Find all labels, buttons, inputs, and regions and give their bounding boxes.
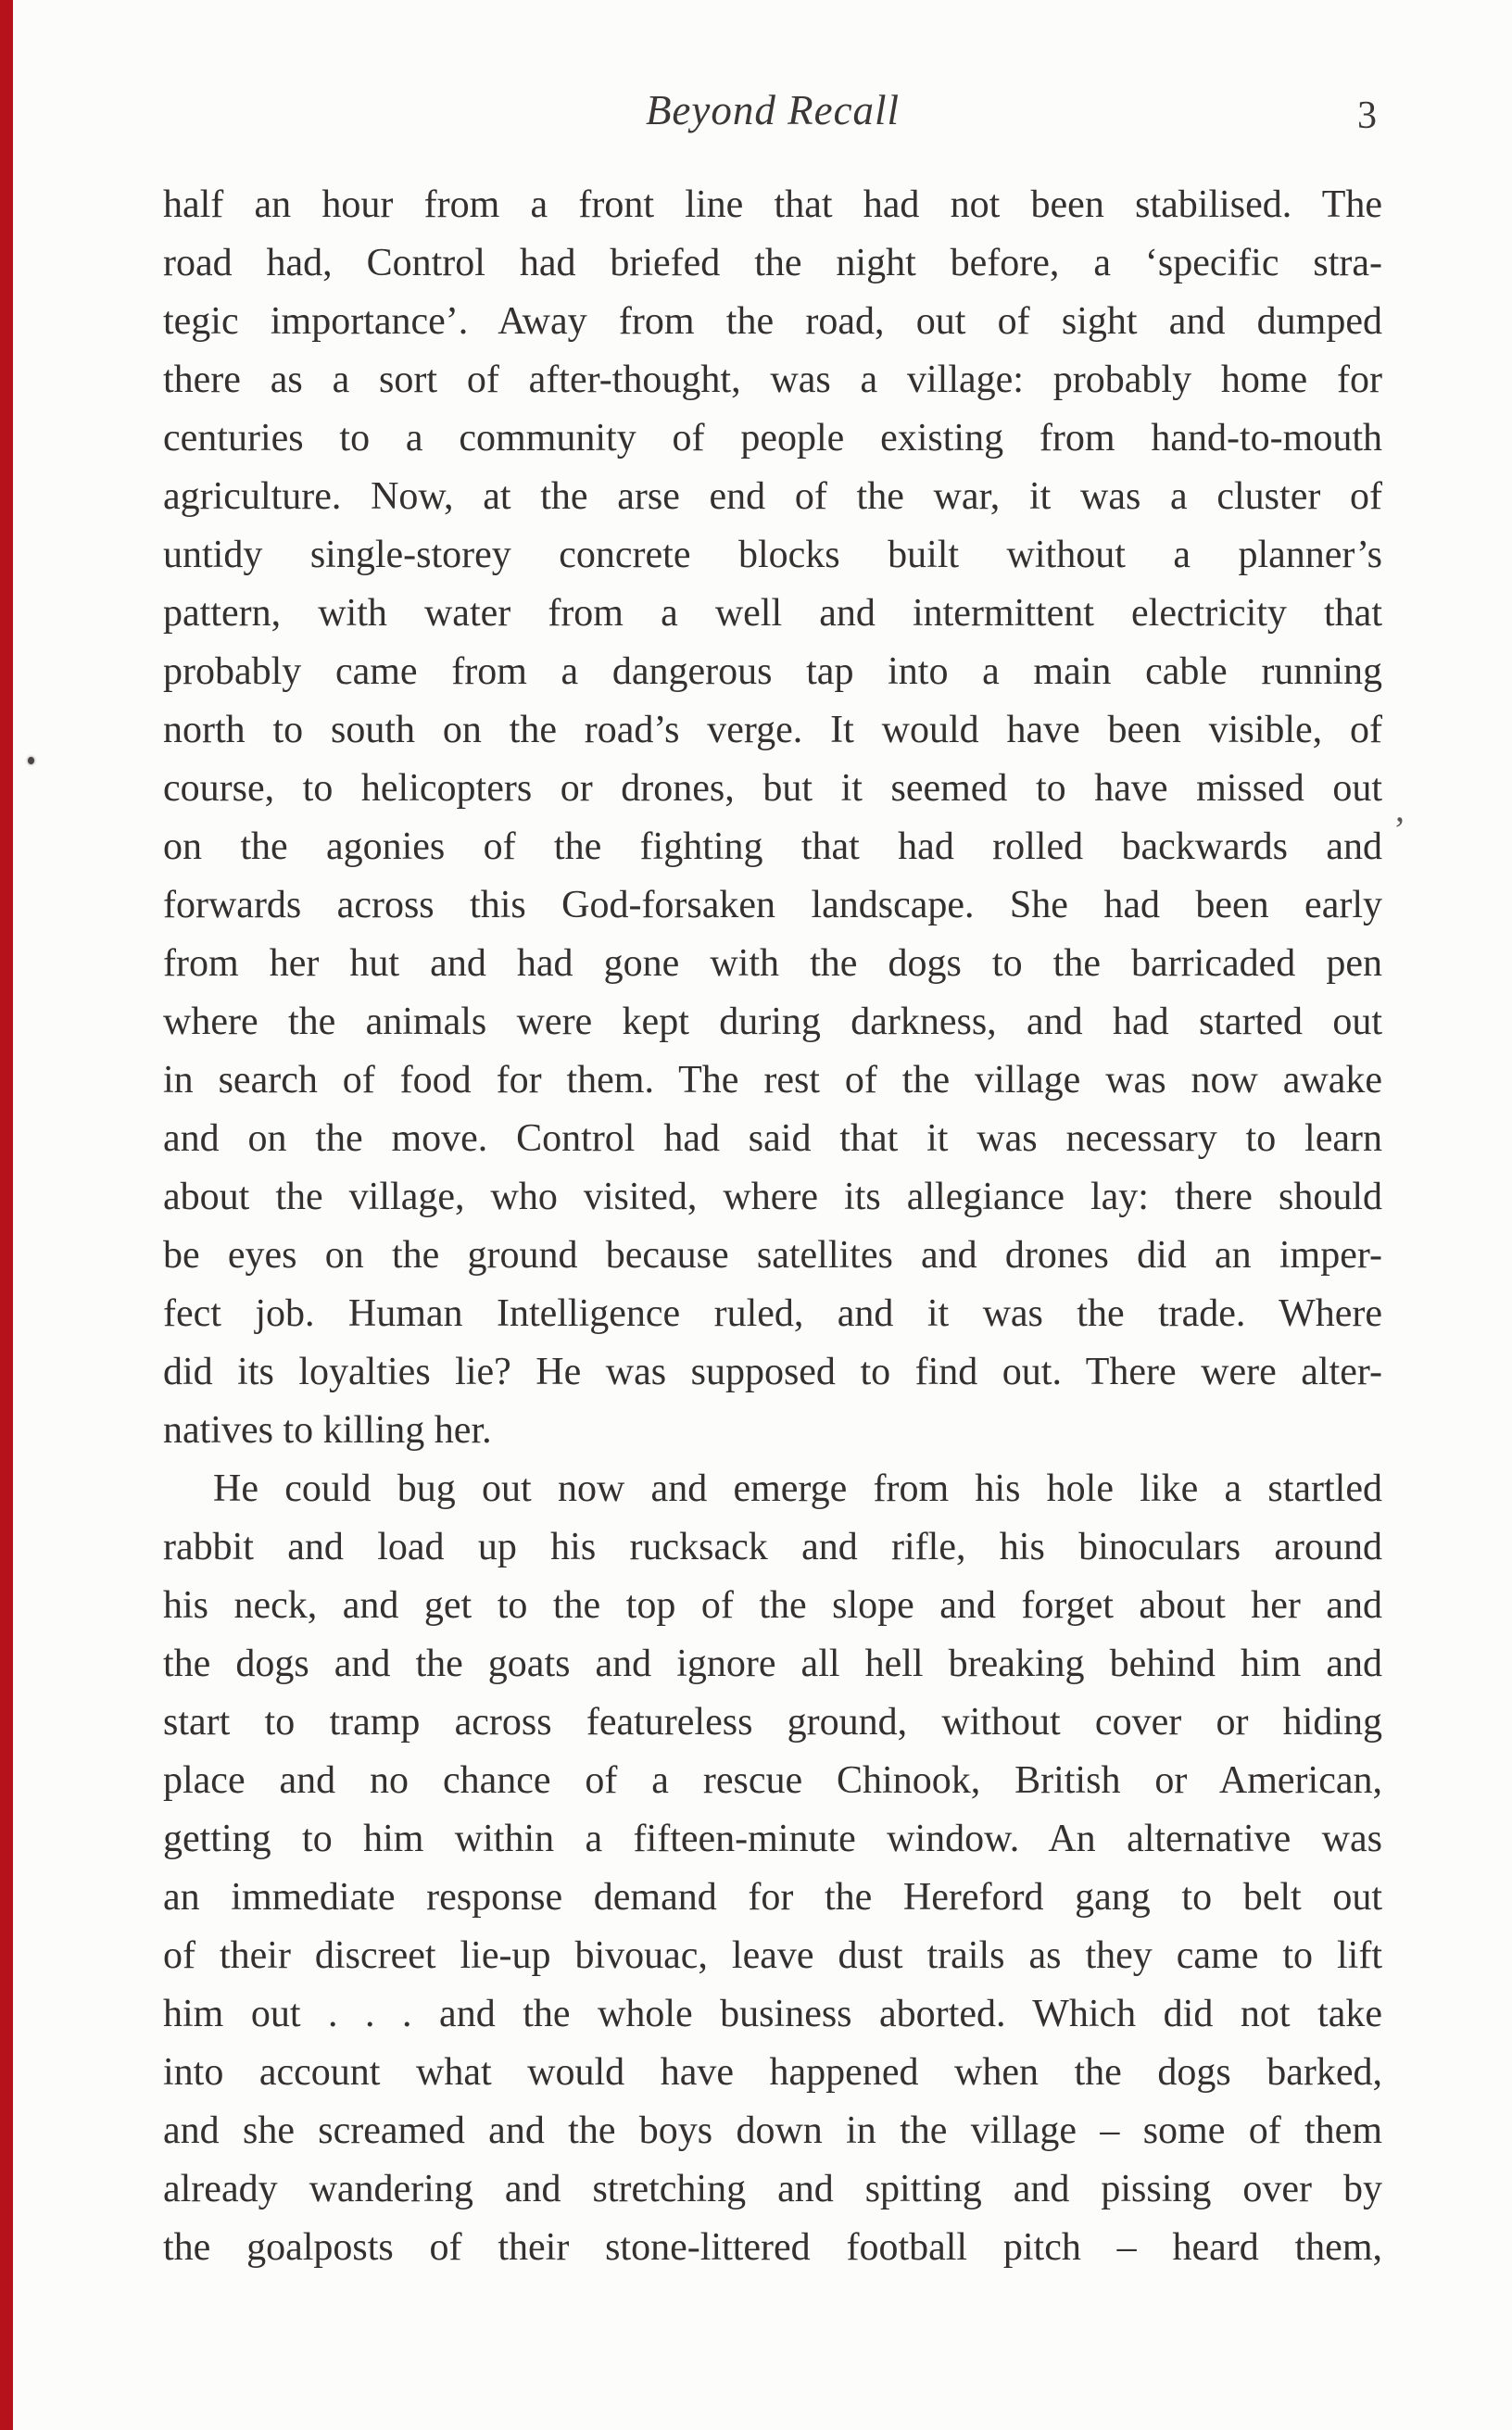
text-line: He could bug out now and emerge from his hole like a startled — [213, 1467, 1382, 1510]
text-line: from her hut and had gone with the dogs to the barricaded pen — [163, 942, 1382, 985]
text-line: rabbit and load up his rucksack and rifle, his binoculars around — [163, 1526, 1382, 1568]
text-line: in search of food for them. The rest of the village was now awake — [163, 1059, 1382, 1102]
running-head — [163, 80, 1382, 141]
text-line: and she screamed and the boys down in the village – some of them — [163, 2109, 1382, 2152]
text-line: place and no chance of a rescue Chinook, British or American, — [163, 1759, 1382, 1802]
text-line: centuries to a community of people existing from hand-to-mouth — [163, 417, 1382, 460]
text-line: did its loyalties lie? He was supposed to find out. There were alter- — [163, 1351, 1382, 1393]
text-line: probably came from a dangerous tap into a main cable running — [163, 650, 1382, 693]
text-line: fect job. Human Intelligence ruled, and it was the trade. Where — [163, 1292, 1382, 1335]
text-line: an immediate response demand for the Hereford gang to belt out — [163, 1876, 1382, 1919]
text-line: about the village, who visited, where its allegiance lay: there should — [163, 1176, 1382, 1218]
text-line: tegic importance’. Away from the road, out of sight and dumped — [163, 300, 1382, 343]
text-line: his neck, and get to the top of the slope and forget about her and — [163, 1584, 1382, 1627]
text-line: pattern, with water from a well and intermittent electricity that — [163, 592, 1382, 635]
text-line: untidy single-storey concrete blocks built without a planner’s — [163, 534, 1382, 576]
text-line: the goalposts of their stone-littered football pitch – heard them, — [163, 2226, 1382, 2269]
text-line: getting to him within a fifteen-minute window. An alternative was — [163, 1818, 1382, 1860]
text-line: north to south on the road’s verge. It would have been visible, of — [163, 709, 1382, 751]
stray-ink-mark: ’ — [1393, 809, 1406, 850]
text-line: be eyes on the ground because satellites and drones did an imper- — [163, 1234, 1382, 1277]
text-line: on the agonies of the fighting that had rolled backwards and — [163, 825, 1382, 868]
text-line: the dogs and the goats and ignore all hell breaking behind him and — [163, 1643, 1382, 1685]
ink-speck — [28, 757, 34, 764]
text-line: into account what would have happened when the dogs barked, — [163, 2051, 1382, 2094]
page-number: 3 — [1357, 94, 1377, 137]
body-text-block — [163, 176, 1382, 2277]
text-line: already wandering and stretching and spitting and pissing over by — [163, 2168, 1382, 2210]
text-line: forwards across this God-forsaken landscape. She had been early — [163, 884, 1382, 926]
book-spine-red-strip — [0, 0, 13, 2430]
running-head-title: Beyond Recall — [645, 87, 901, 133]
text-line: him out . . . and the whole business aborted. Which did not take — [163, 1993, 1382, 2035]
text-line: course, to helicopters or drones, but it seemed to have missed out — [163, 767, 1382, 810]
text-line: natives to killing her. — [163, 1409, 492, 1452]
text-line: road had, Control had briefed the night before, a ‘specific stra- — [163, 242, 1382, 284]
text-line: agriculture. Now, at the arse end of the war, it was a cluster of — [163, 475, 1382, 518]
text-line: where the animals were kept during darkness, and had started out — [163, 1001, 1382, 1043]
text-line: and on the move. Control had said that it was necessary to learn — [163, 1117, 1382, 1160]
text-line: start to tramp across featureless ground, without cover or hiding — [163, 1701, 1382, 1744]
text-line: of their discreet lie-up bivouac, leave dust trails as they came to lift — [163, 1934, 1382, 1977]
text-line: there as a sort of after-thought, was a village: probably home for — [163, 359, 1382, 401]
text-line: half an hour from a front line that had not been stabilised. The — [163, 183, 1382, 226]
